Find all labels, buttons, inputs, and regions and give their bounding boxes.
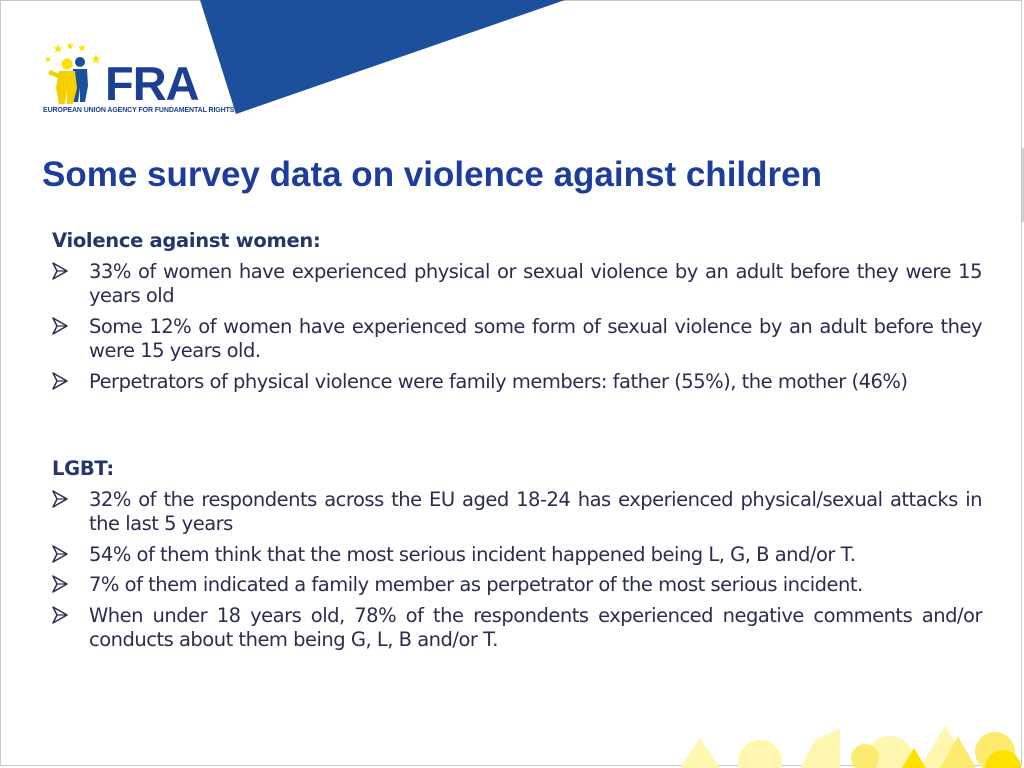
arrow-bullet-icon — [52, 606, 68, 624]
logo-figures-icon — [40, 40, 110, 110]
arrow-bullet-icon — [52, 545, 68, 563]
list-item — [52, 573, 982, 598]
list-item — [52, 488, 982, 537]
women-bullet-list — [52, 260, 982, 395]
logo-subtitle: EUROPEAN UNION AGENCY FOR FUNDAMENTAL RIGHTS — [43, 107, 235, 114]
arrow-bullet-icon — [52, 317, 68, 335]
decorative-shapes — [640, 718, 1024, 768]
arrow-bullet-icon — [52, 490, 68, 508]
page-title: Some survey data on violence against children — [42, 155, 822, 194]
list-item — [52, 370, 982, 395]
list-item-text: When under 18 years old, 78% of the respondents experienced negative comments and/or conducts about them being G, L, B and/or T. — [89, 603, 982, 651]
lgbt-bullet-list — [52, 488, 982, 653]
arrow-bullet-icon — [52, 575, 68, 593]
list-item — [52, 543, 982, 568]
list-item-text: 54% of them think that the most serious incident happened being L, G, B and/or T. — [89, 542, 856, 566]
list-item-text: Some 12% of women have experienced some form of sexual violence by an adult before they were 15 years old. — [89, 314, 982, 362]
slide-content — [52, 229, 982, 653]
arrow-bullet-icon — [52, 372, 68, 390]
list-item — [52, 315, 982, 364]
arrow-bullet-icon — [52, 262, 68, 280]
logo-wordmark: FRA — [105, 57, 199, 110]
list-item-text: 7% of them indicated a family member as perpetrator of the most serious incident. — [89, 573, 863, 596]
list-item-text: 33% of women have experienced physical or sexual violence by an adult before they were 15 years old — [89, 259, 982, 307]
list-item — [52, 604, 982, 653]
list-item — [52, 260, 982, 309]
section-heading-lgbt: LGBT: — [52, 457, 114, 480]
section-heading-women: Violence against women: — [52, 229, 321, 252]
list-item-text: 32% of the respondents across the EU aged 18-24 has experienced physical/sexual attacks in the last 5 years — [89, 487, 982, 535]
list-item-text: Perpetrators of physical violence were family members: father (55%), the mother (46%) — [89, 369, 908, 393]
